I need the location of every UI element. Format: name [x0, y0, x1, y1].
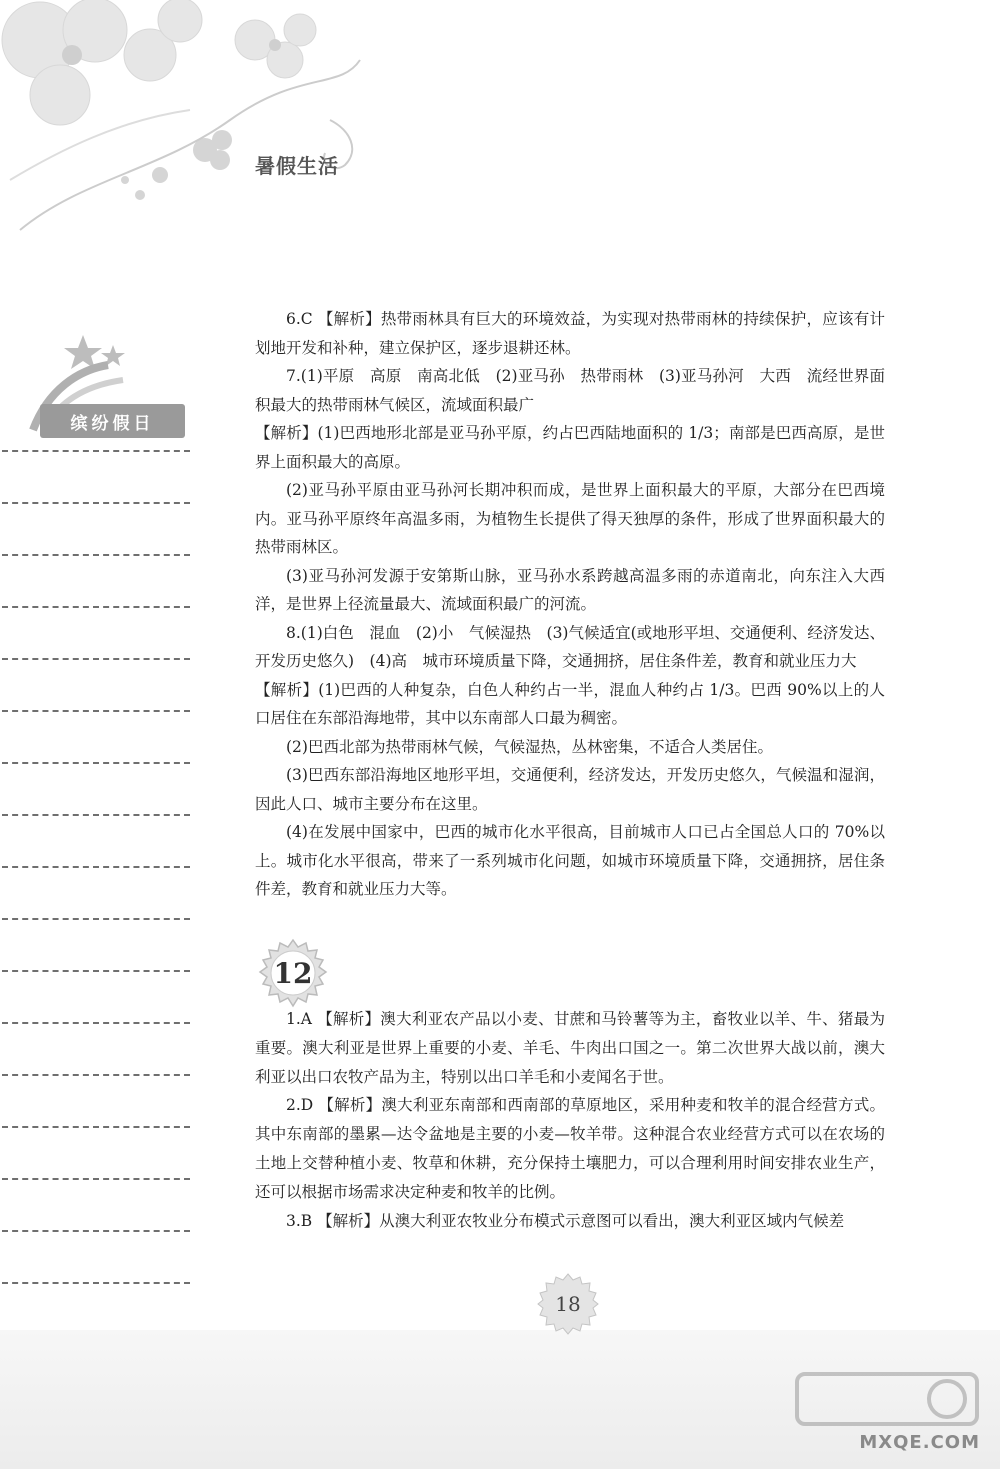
note-line — [2, 606, 190, 608]
note-line — [2, 762, 190, 764]
note-line — [2, 918, 190, 920]
answer-text-block-2 — [255, 1005, 885, 1235]
answer-paragraph: 2.D 【解析】澳大利亚东南部和西南部的草原地区，采用种麦和牧羊的混合经营方式。其中东南部的墨累—达令盆地是主要的小麦—牧羊带。这种混合农业经营方式可以在农场的土地上交替种植小麦、牧草和休耕，充分保持土壤肥力，可以合理利用时间安排农业生产，还可以根据市场需求决定种麦和牧羊的比例。 — [255, 1096, 885, 1201]
floral-decoration — [0, 0, 420, 260]
analysis-paragraph: (2)亚马孙平原由亚马孙河长期冲积而成，是世界上面积最大的平原，大部分在巴西境内。亚马孙平原终年高温多雨，为植物生长提供了得天独厚的条件，形成了世界面积最大的热带雨林区。 — [255, 481, 885, 556]
note-line — [2, 1022, 190, 1024]
answer-text-block — [255, 305, 885, 904]
answer-paragraph: 1.A 【解析】澳大利亚农产品以小麦、甘蔗和马铃薯等为主，畜牧业以羊、牛、猪最为重要。澳大利亚是世界上重要的小麦、羊毛、牛肉出口国之一。第二次世界大战以前，澳大利亚以出口农牧产品为主，特别以出口羊毛和小麦闻名于世。 — [255, 1010, 885, 1086]
note-line — [2, 1074, 190, 1076]
analysis-paragraph: (3)巴西东部沿海地区地形平坦，交通便利，经济发达，开发历史悠久，气候温和湿润，因此人口、城市主要分布在这里。 — [255, 766, 885, 813]
footer-band — [0, 1330, 1000, 1469]
note-line — [2, 710, 190, 712]
note-line — [2, 814, 190, 816]
analysis-paragraph: 【解析】(1)巴西地形北部是亚马孙平原，约占巴西陆地面积的 1/3；南部是巴西高原，是世界上面积最大的高原。 — [255, 424, 885, 471]
page-number-badge — [536, 1272, 600, 1336]
analysis-paragraph: (3)亚马孙河发源于安第斯山脉，亚马孙水系跨越高温多雨的赤道南北，向东注入大西洋，是世界上径流量最大、流域面积最广的河流。 — [255, 566, 885, 613]
answer-paragraph: 6.C 【解析】热带雨林具有巨大的环境效益，为实现对热带雨林的持续保护，应该有计划地开发和补种，建立保护区，逐步退耕还林。 — [255, 310, 885, 357]
page-number: 18 — [555, 1292, 581, 1316]
note-line — [2, 554, 190, 556]
note-line — [2, 1178, 190, 1180]
watermark-text: MXQE.COM — [859, 1432, 980, 1453]
note-line — [2, 450, 190, 452]
answer-paragraph: 8.(1)白色 混血 (2)小 气候湿热 (3)气候适宜(或地形平坦、交通便利、经济发达、开发历史悠久) (4)高 城市环境质量下降，交通拥挤，居住条件差，教育和就业压力大 — [255, 623, 885, 670]
sidebar-badge-label: 缤纷假日 — [40, 404, 185, 438]
note-line — [2, 970, 190, 972]
answer-paragraph: 3.B 【解析】从澳大利亚农牧业分布模式示意图可以看出，澳大利亚区域内气候差 — [286, 1211, 845, 1230]
note-line — [2, 1230, 190, 1232]
note-line — [2, 1282, 190, 1284]
analysis-paragraph: (2)巴西北部为热带雨林气候，气候湿热，丛林密集，不适合人类居住。 — [286, 737, 773, 756]
note-line — [2, 1126, 190, 1128]
note-line — [2, 502, 190, 504]
section-number-badge — [258, 938, 328, 1008]
note-line — [2, 658, 190, 660]
note-line — [2, 866, 190, 868]
answer-paragraph: 7.(1)平原 高原 南高北低 (2)亚马孙 热带雨林 (3)亚马孙河 大西 流经世界面积最大的热带雨林气候区，流域面积最广 — [255, 367, 885, 414]
analysis-paragraph: (4)在发展中国家中，巴西的城市化水平很高，目前城市人口已占全国总人口的 70%以上。城市化水平很高，带来了一系列城市化问题，如城市环境质量下降，交通拥挤，居住条件差，教育和就业压力大等。 — [255, 823, 885, 898]
header-title: 暑假生活 — [255, 154, 339, 178]
section-number: 12 — [273, 956, 313, 990]
analysis-paragraph: 【解析】(1)巴西的人种复杂，白色人种约占一半，混血人种约占 1/3。巴西 90%以上的人口居住在东部沿海地带，其中以东南部人口最为稠密。 — [255, 680, 885, 727]
